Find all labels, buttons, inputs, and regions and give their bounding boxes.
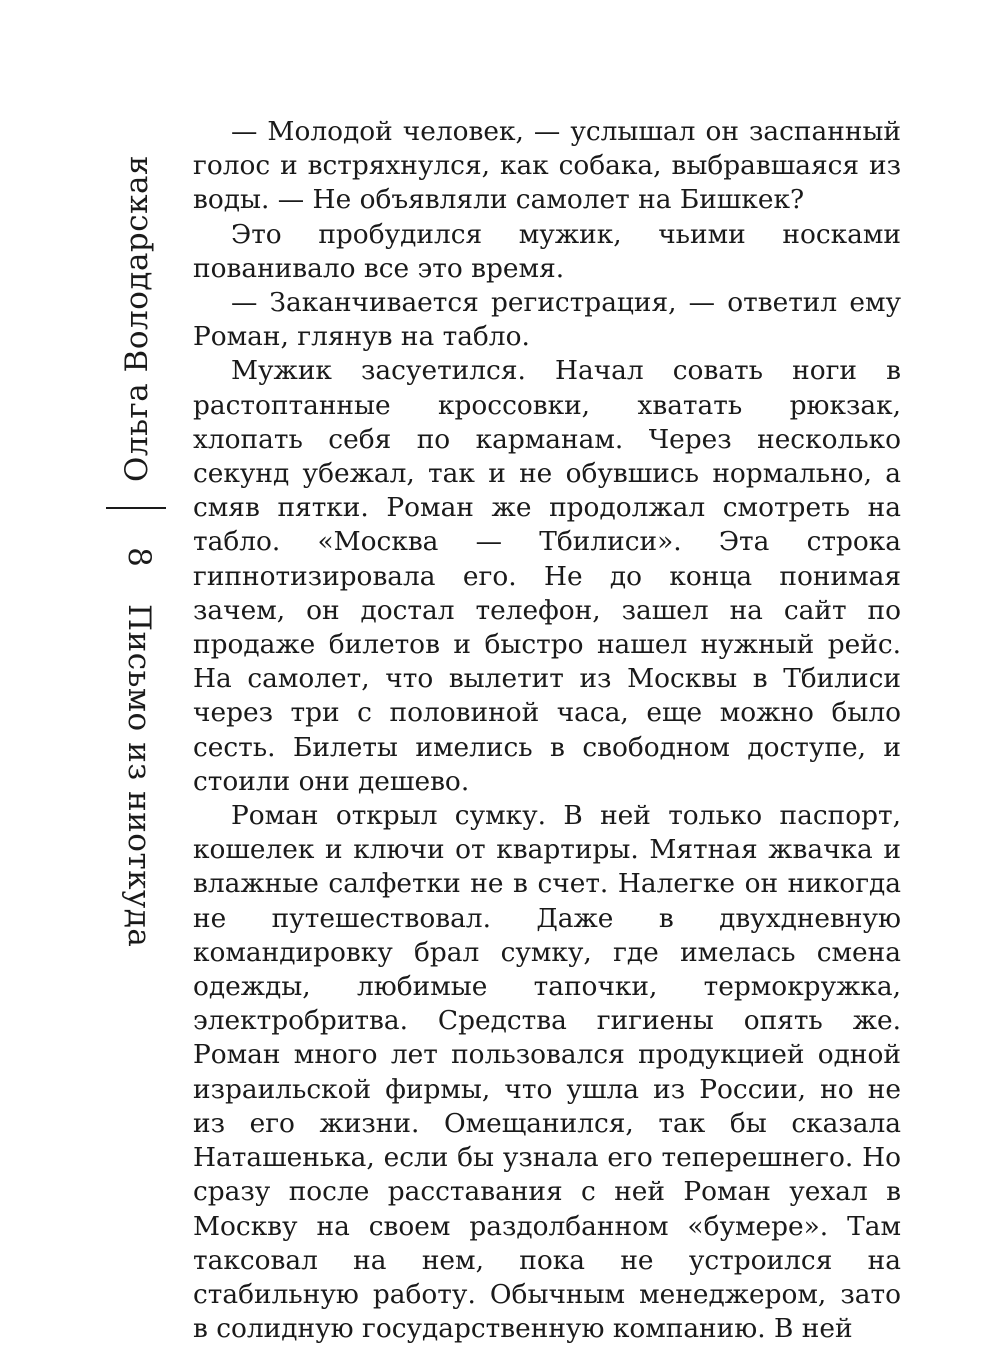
running-header-author: Ольга Володарская <box>119 154 155 482</box>
paragraph: — Молодой человек, — услышал он заспанный голос и встряхнулся, как собака, выбравшаяся из воды. — Не объявляли самолет на Бишкек? <box>193 116 901 216</box>
paragraph: Мужик засуетился. Начал совать ноги в растоптанные кроссовки, хватать рюкзак, хлопать себя по карманам. Через несколько секунд убежал, так и не обувшись нормально, а смяв пятки. Роман же продолжал смотреть на табло. «Москва — Тбилиси». Эта строка гипнотизировала его. Не до конца понимая зачем, он достал телефон, зашел на сайт по продаже билетов и быстро нашел нужный рейс. На самолет, что вылетит из Москвы в Тбилиси через три с половиной часа, еще можно было сесть. Билеты имелись в свободном доступе, и стоили они дешево. <box>193 355 901 797</box>
paragraph: Это пробудился мужик, чьими носками пованивало все это время. <box>193 218 901 284</box>
body-text <box>193 115 901 1346</box>
paragraph: Роман открыл сумку. В ней только паспорт, кошелек и ключи от квартиры. Мятная жвачка и влажные салфетки не в счет. Налегке он никогда не путешествовал. Даже в двухдневную командировку брал сумку, где имелась смена одежды, любимые тапочки, термокружка, электробритва. Средства гигиены опять же. Роман много лет пользовался продукцией одной израильской фирмы, что ушла из России, но не из его жизни. Омещанился, так бы сказала Наташенька, если бы узнала его теперешнего. Но сразу после расставания с ней Роман уехал в Москву на своем раздолбанном «бумере». Там таксовал на нем, пока не устроился на стабильную работу. Обычным менеджером, зато в солидную государственную компанию. В ней <box>193 800 901 1345</box>
paragraph: — Заканчивается регистрация, — ответил ему Роман, глянув на табло. <box>193 287 901 353</box>
running-header-divider <box>106 507 166 509</box>
page-number: 8 <box>121 547 157 567</box>
running-header-book-title: Письмо из ниоткуда <box>121 604 157 948</box>
